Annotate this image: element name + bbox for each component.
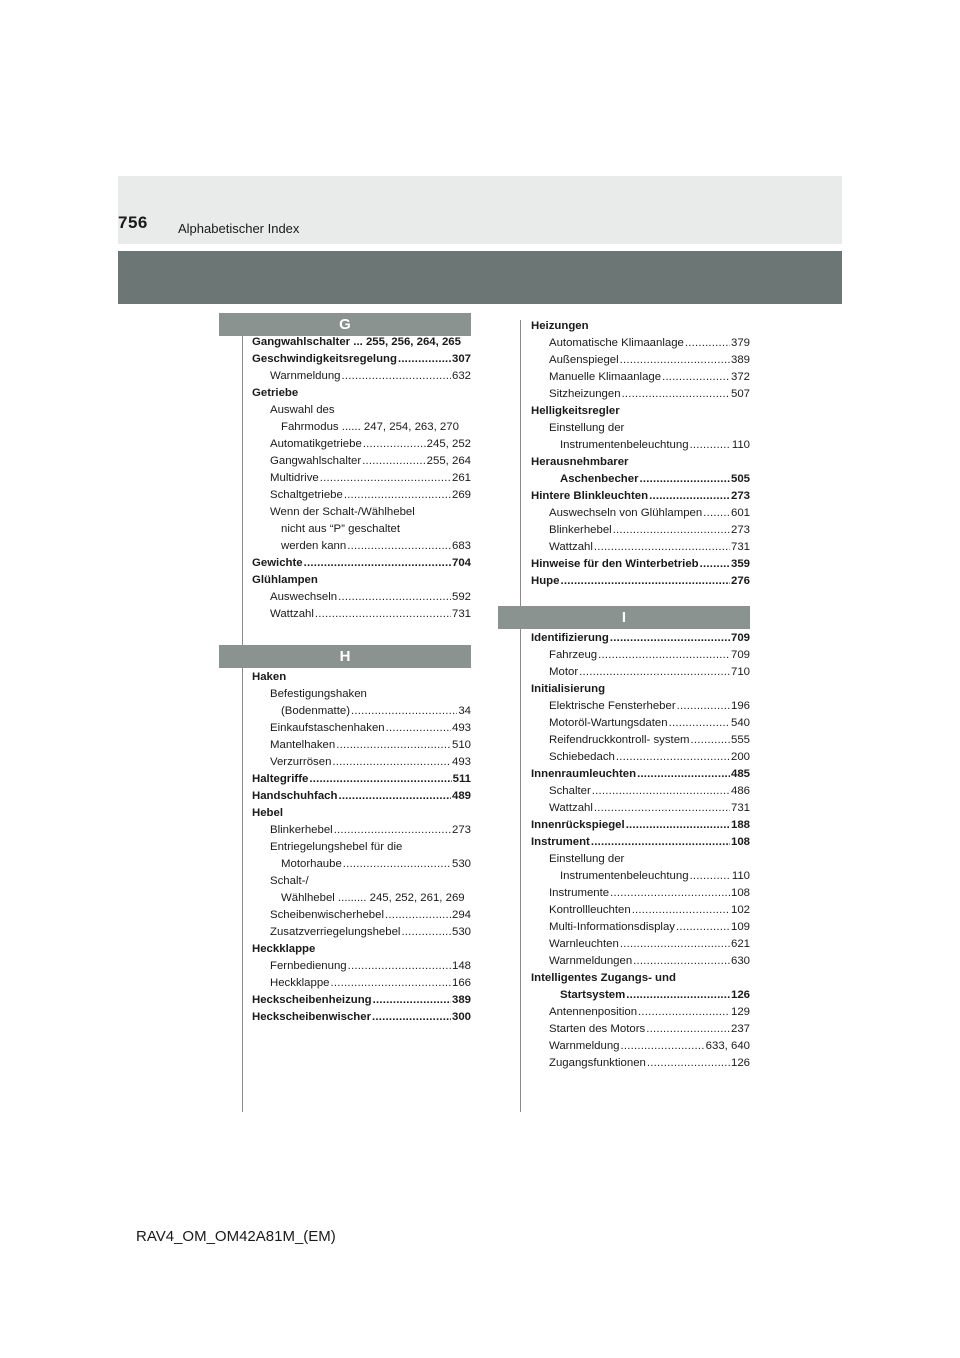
index-entry: [252, 504, 471, 521]
index-entry-term: Scheibenwischerhebel: [270, 909, 384, 921]
index-entry: [531, 505, 750, 522]
right-column-rule: [520, 320, 521, 1112]
index-entry: [531, 539, 750, 556]
index-entry-page: 110: [731, 439, 750, 451]
dot-leader: [616, 749, 730, 766]
index-entry-page: 633, 640: [705, 1040, 750, 1052]
index-entry-term: Instrument: [531, 836, 590, 848]
index-entry: [252, 1009, 471, 1026]
index-list-i: [531, 630, 750, 1072]
index-entry-term: Fernbedienung: [270, 960, 347, 972]
index-entry: [531, 522, 750, 539]
index-entry-term: Glühlampen: [252, 574, 318, 586]
dot-leader: [633, 953, 730, 970]
index-entry-page: 307: [451, 353, 471, 365]
index-entry: [531, 403, 750, 420]
index-entry-term: Entriegelungshebel für die: [270, 841, 403, 853]
index-entry: [252, 487, 471, 504]
index-entry-term: Blinkerhebel: [270, 824, 333, 836]
dot-leader: [343, 856, 451, 873]
index-entry-term: Zugangsfunktionen: [549, 1057, 646, 1069]
letter-heading-i: I: [498, 606, 750, 629]
index-entry: [252, 385, 471, 402]
dot-leader: [621, 1038, 705, 1055]
dot-leader: [700, 556, 730, 573]
index-entry: [252, 572, 471, 589]
index-entry: [531, 698, 750, 715]
dot-leader: [610, 630, 730, 647]
index-entry-page: 731: [730, 541, 750, 553]
dot-leader: [560, 573, 730, 590]
index-entry: [252, 334, 471, 351]
dot-leader: [373, 992, 451, 1009]
index-entry-page: 196: [730, 700, 750, 712]
index-entry: [252, 606, 471, 623]
index-entry-term: Auswechseln: [270, 591, 338, 603]
index-entry: [531, 573, 750, 590]
dot-leader: [348, 958, 451, 975]
dot-leader: [398, 351, 451, 368]
index-entry: [531, 386, 750, 403]
index-entry-page: 731: [451, 608, 471, 620]
index-entry-term: Auswahl des: [270, 404, 335, 416]
dot-leader: [626, 987, 730, 1004]
section-title: Alphabetischer Index: [178, 221, 300, 236]
index-entry-page: 540: [730, 717, 750, 729]
index-entry-page: 489: [451, 790, 471, 802]
dot-leader: [309, 771, 451, 788]
dot-leader: [315, 606, 451, 623]
index-entry-page: 592: [451, 591, 471, 603]
index-entry-term: Multi-Informationsdisplay: [549, 921, 675, 933]
index-entry-page: 710: [730, 666, 750, 678]
dot-leader: [632, 902, 730, 919]
index-entry: [531, 885, 750, 902]
index-entry: [531, 749, 750, 766]
left-column-rule: [242, 320, 243, 1112]
index-entry-term: Schalter: [549, 785, 591, 797]
index-entry-term: Innenraumleuchten: [531, 768, 637, 780]
index-entry-term: Herausnehmbarer: [531, 456, 629, 468]
dot-leader: [579, 664, 730, 681]
index-entry-page: 273: [730, 490, 750, 502]
index-entry-page: 632: [451, 370, 471, 382]
index-entry: [531, 834, 750, 851]
index-entry-term: Wenn der Schalt-/Wählhebel: [270, 506, 415, 518]
index-entry-page: 245, 252: [426, 438, 471, 450]
index-entry-term: Multidrive: [270, 472, 319, 484]
index-entry-page: 126: [730, 1057, 750, 1069]
index-entry: [531, 936, 750, 953]
page-number: 756: [118, 213, 148, 232]
index-entry-page: 683: [451, 540, 471, 552]
index-entry-term: Hebel: [252, 807, 284, 819]
dot-leader: [640, 471, 730, 488]
index-entry-page: 709: [730, 649, 750, 661]
dot-leader: [677, 698, 730, 715]
dot-leader: [372, 1009, 451, 1026]
index-entry-term: Intelligentes Zugangs- und: [531, 972, 676, 984]
index-entry: [252, 686, 471, 703]
index-entry: [252, 703, 471, 720]
dot-leader: [620, 936, 730, 953]
index-entry-page: 621: [730, 938, 750, 950]
dot-leader: [638, 1004, 730, 1021]
index-entry-term: Gewichte: [252, 557, 303, 569]
index-entry-page: 704: [451, 557, 471, 569]
index-entry: [252, 589, 471, 606]
index-entry-term: werden kann: [281, 540, 347, 552]
index-entry-term: Blinkerhebel: [549, 524, 612, 536]
dot-leader: [685, 335, 730, 352]
index-entry-term: Instrumentenbeleuchtung: [560, 870, 689, 882]
index-entry-page: 511: [452, 773, 471, 785]
index-entry: [531, 715, 750, 732]
index-list-g: [252, 334, 471, 623]
index-entry-term: Heckscheibenwischer: [252, 1011, 372, 1023]
index-entry: [531, 471, 750, 488]
index-entry-term: Heckscheibenheizung: [252, 994, 372, 1006]
index-entry: [252, 470, 471, 487]
index-entry: [531, 369, 750, 386]
index-entry-term: Warnmeldung: [270, 370, 341, 382]
index-entry-term: Außenspiegel: [549, 354, 619, 366]
index-entry: [252, 453, 471, 470]
index-entry-page: 237: [730, 1023, 750, 1035]
document-code: RAV4_OM_OM42A81M_(EM): [136, 1228, 336, 1245]
index-entry-page: 505: [730, 473, 750, 485]
index-list-h: [252, 669, 471, 1026]
index-entry-term: Schiebedach: [549, 751, 615, 763]
index-entry: [252, 555, 471, 572]
index-entry: [252, 839, 471, 856]
dot-leader: [613, 522, 730, 539]
index-entry-page: 389: [451, 994, 471, 1006]
index-entry-page: 200: [730, 751, 750, 763]
index-entry-page: 530: [451, 926, 471, 938]
index-entry: [531, 647, 750, 664]
dot-leader: [690, 437, 731, 454]
dot-leader: [386, 720, 451, 737]
index-entry: [252, 351, 471, 368]
index-entry-term: Mantelhaken: [270, 739, 336, 751]
index-entry-term: Sitzheizungen: [549, 388, 621, 400]
index-entry: [252, 419, 471, 436]
index-entry-page: 486: [730, 785, 750, 797]
index-entry: [252, 402, 471, 419]
index-entry-term: Warnmeldung: [549, 1040, 620, 1052]
index-entry: [252, 737, 471, 754]
index-entry-term: Heizungen: [531, 320, 589, 332]
dot-leader: [347, 538, 451, 555]
index-entry: [531, 902, 750, 919]
index-entry-page: 108: [730, 836, 750, 848]
index-entry: [252, 958, 471, 975]
dot-leader: [691, 732, 730, 749]
index-entry-page: 269: [451, 489, 471, 501]
index-entry-term: Gangwahlschalter ... 255, 256, 264, 265: [252, 336, 461, 348]
dot-leader: [703, 505, 730, 522]
index-entry-page: 709: [730, 632, 750, 644]
index-entry-term: nicht aus “P” geschaltet: [281, 523, 401, 535]
index-entry: [531, 556, 750, 573]
index-entry-term: Gangwahlschalter: [270, 455, 362, 467]
index-entry: [531, 1004, 750, 1021]
index-entry-page: 485: [730, 768, 750, 780]
index-entry: [531, 919, 750, 936]
index-entry-term: Wattzahl: [549, 541, 593, 553]
index-entry-page: 276: [730, 575, 750, 587]
header-dark-band: [118, 251, 842, 304]
dot-leader: [662, 369, 730, 386]
index-entry: [531, 766, 750, 783]
index-entry-page: 389: [730, 354, 750, 366]
index-entry: [252, 975, 471, 992]
index-entry-page: 493: [451, 722, 471, 734]
index-entry-page: 102: [730, 904, 750, 916]
dot-leader: [592, 783, 730, 800]
index-entry-page: 273: [451, 824, 471, 836]
index-entry: [531, 664, 750, 681]
index-entry-page: 731: [730, 802, 750, 814]
index-entry: [252, 907, 471, 924]
dot-leader: [676, 919, 730, 936]
index-entry-term: (Bodenmatte): [281, 705, 351, 717]
dot-leader: [620, 352, 730, 369]
index-entry-term: Hintere Blinkleuchten: [531, 490, 649, 502]
index-entry-term: Getriebe: [252, 387, 299, 399]
index-entry-term: Handschuhfach: [252, 790, 338, 802]
index-entry-page: 273: [730, 524, 750, 536]
index-entry-term: Haken: [252, 671, 287, 683]
index-entry-term: Warnleuchten: [549, 938, 619, 950]
index-entry-term: Einkaufstaschenhaken: [270, 722, 385, 734]
index-entry: [252, 805, 471, 822]
index-entry-page: 110: [731, 870, 750, 882]
dot-leader: [647, 1055, 730, 1072]
dot-leader: [646, 1021, 730, 1038]
index-entry: [531, 318, 750, 335]
dot-leader: [331, 975, 451, 992]
dot-leader: [594, 800, 730, 817]
index-entry-term: Instrumente: [549, 887, 610, 899]
index-entry: [252, 856, 471, 873]
index-entry-page: 507: [730, 388, 750, 400]
index-entry-term: Hinweise für den Winterbetrieb: [531, 558, 699, 570]
index-entry: [252, 436, 471, 453]
index-entry-term: Motoröl-Wartungsdaten: [549, 717, 668, 729]
index-entry: [531, 420, 750, 437]
index-entry-page: 166: [451, 977, 471, 989]
index-entry-page: 555: [730, 734, 750, 746]
index-entry-term: Initialisierung: [531, 683, 606, 695]
index-entry: [252, 368, 471, 385]
dot-leader: [338, 788, 451, 805]
index-entry-term: Automatikgetriebe: [270, 438, 362, 450]
index-entry-term: Kontrollleuchten: [549, 904, 631, 916]
index-entry: [252, 788, 471, 805]
index-entry: [252, 771, 471, 788]
index-entry: [531, 868, 750, 885]
index-entry-page: 359: [730, 558, 750, 570]
index-list-h-continued: [531, 318, 750, 590]
index-entry-term: Startsystem: [560, 989, 626, 1001]
index-entry-term: Verzurrösen: [270, 756, 332, 768]
index-entry: [531, 488, 750, 505]
dot-leader: [338, 589, 451, 606]
index-entry-term: Fahrmodus ...... 247, 254, 263, 270: [281, 421, 459, 433]
index-entry-term: Elektrische Fensterheber: [549, 700, 676, 712]
dot-leader: [363, 436, 426, 453]
dot-leader: [598, 647, 730, 664]
index-entry: [252, 521, 471, 538]
dot-leader: [334, 822, 451, 839]
dot-leader: [591, 834, 730, 851]
index-entry: [252, 873, 471, 890]
index-entry: [252, 890, 471, 907]
dot-leader: [669, 715, 730, 732]
index-entry: [531, 970, 750, 987]
index-entry-term: Instrumentenbeleuchtung: [560, 439, 689, 451]
index-entry-page: 129: [730, 1006, 750, 1018]
index-entry-page: 372: [730, 371, 750, 383]
index-entry-page: 300: [451, 1011, 471, 1023]
index-entry: [531, 800, 750, 817]
dot-leader: [344, 487, 451, 504]
dot-leader: [637, 766, 730, 783]
index-entry: [531, 630, 750, 647]
index-entry: [531, 1021, 750, 1038]
index-entry-term: Schalt-/: [270, 875, 309, 887]
index-entry-term: Heckklappe: [270, 977, 330, 989]
index-entry-page: 379: [730, 337, 750, 349]
index-entry: [531, 953, 750, 970]
dot-leader: [362, 453, 425, 470]
index-entry: [531, 783, 750, 800]
dot-leader: [690, 868, 731, 885]
index-entry: [252, 992, 471, 1009]
dot-leader: [342, 368, 451, 385]
index-entry-term: Einstellung der: [549, 853, 625, 865]
index-entry-page: 34: [458, 705, 471, 717]
index-entry-term: Haltegriffe: [252, 773, 309, 785]
index-entry-term: Identifizierung: [531, 632, 609, 644]
index-entry-term: Auswechseln von Glühlampen: [549, 507, 703, 519]
index-entry-page: 294: [451, 909, 471, 921]
index-entry-term: Wählhebel ......... 245, 252, 261, 269: [281, 892, 465, 904]
dot-leader: [336, 737, 451, 754]
index-entry: [531, 851, 750, 868]
index-entry: [531, 335, 750, 352]
index-entry-term: Wattzahl: [270, 608, 314, 620]
index-entry-page: 530: [451, 858, 471, 870]
index-entry-term: Geschwindigkeitsregelung: [252, 353, 397, 365]
index-entry-term: Hupe: [531, 575, 560, 587]
dot-leader: [401, 924, 451, 941]
dot-leader: [626, 817, 730, 834]
index-entry: [531, 437, 750, 454]
index-entry-page: 108: [730, 887, 750, 899]
dot-leader: [320, 470, 451, 487]
index-entry-page: 148: [451, 960, 471, 972]
index-entry: [252, 538, 471, 555]
index-entry-term: Manuelle Klimaanlage: [549, 371, 662, 383]
dot-leader: [649, 488, 730, 505]
index-entry: [531, 454, 750, 471]
letter-heading-g: G: [219, 313, 471, 336]
index-entry: [531, 1055, 750, 1072]
index-entry-term: Antennenposition: [549, 1006, 638, 1018]
index-entry-page: 261: [451, 472, 471, 484]
index-entry-term: Aschenbecher: [560, 473, 639, 485]
index-entry: [252, 941, 471, 958]
dot-leader: [385, 907, 451, 924]
index-entry-term: Fahrzeug: [549, 649, 598, 661]
index-entry-page: 126: [730, 989, 750, 1001]
index-entry-page: 188: [730, 819, 750, 831]
index-entry-term: Warnmeldungen: [549, 955, 633, 967]
index-entry: [531, 987, 750, 1004]
index-entry-term: Automatische Klimaanlage: [549, 337, 684, 349]
index-entry: [252, 669, 471, 686]
index-entry: [531, 1038, 750, 1055]
index-entry-term: Motorhaube: [281, 858, 342, 870]
index-entry: [252, 754, 471, 771]
index-entry-term: Einstellung der: [549, 422, 625, 434]
index-entry-page: 601: [730, 507, 750, 519]
index-entry-page: 630: [730, 955, 750, 967]
index-entry: [252, 924, 471, 941]
letter-heading-h: H: [219, 645, 471, 668]
dot-leader: [351, 703, 457, 720]
index-entry-term: Reifendruckkontroll- system: [549, 734, 690, 746]
index-entry-term: Innenrückspiegel: [531, 819, 625, 831]
dot-leader: [622, 386, 730, 403]
index-entry-term: Heckklappe: [252, 943, 316, 955]
index-entry: [531, 817, 750, 834]
index-entry-page: 493: [451, 756, 471, 768]
index-entry-term: Wattzahl: [549, 802, 593, 814]
index-entry-term: Motor: [549, 666, 579, 678]
index-entry: [531, 352, 750, 369]
index-entry-term: Schaltgetriebe: [270, 489, 343, 501]
index-entry-term: Befestigungshaken: [270, 688, 367, 700]
dot-leader: [332, 754, 451, 771]
dot-leader: [610, 885, 730, 902]
index-entry: [252, 720, 471, 737]
index-entry-term: Helligkeitsregler: [531, 405, 620, 417]
dot-leader: [304, 555, 451, 572]
index-entry-term: Zusatzverriegelungshebel: [270, 926, 401, 938]
index-entry-page: 255, 264: [426, 455, 471, 467]
index-entry: [252, 822, 471, 839]
index-entry: [531, 732, 750, 749]
index-entry: [531, 681, 750, 698]
index-entry-page: 510: [451, 739, 471, 751]
index-entry-page: 109: [730, 921, 750, 933]
dot-leader: [594, 539, 730, 556]
index-entry-term: Starten des Motors: [549, 1023, 646, 1035]
